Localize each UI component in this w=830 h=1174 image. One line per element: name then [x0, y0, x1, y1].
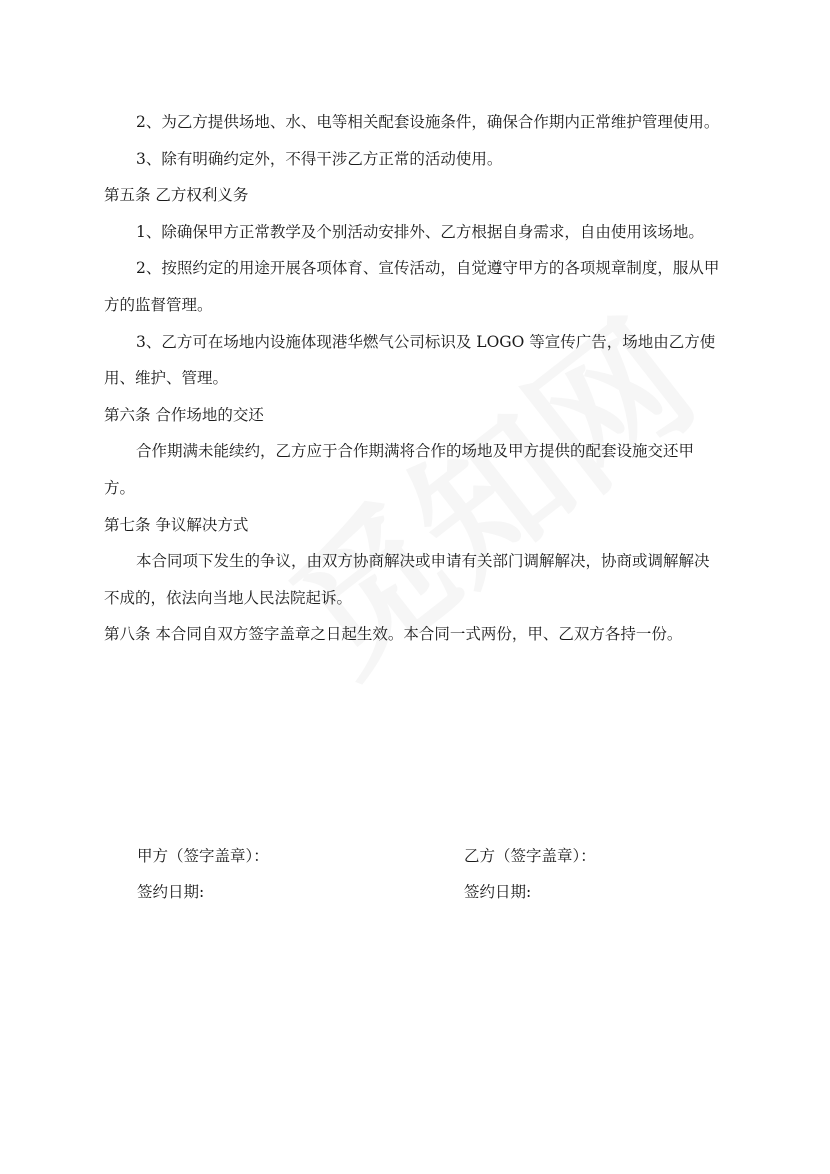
clause-7-body: 本合同项下发生的争议，由双方协商解决或申请有关部门调解解决，协商或调解解决不成的，依法向当地人民法院起诉。	[104, 552, 710, 607]
party-b-signature-label: 乙方（签字盖章）：	[464, 847, 596, 865]
party-a-sign-date: 签约日期:	[137, 883, 205, 901]
clause-6-heading: 第六条 合作场地的交还	[104, 405, 264, 424]
party-b-sign-date: 签约日期:	[464, 883, 532, 901]
clause-5-item-1: 1、除确保甲方正常教学及个别活动安排外、乙方根据自身需求，自由使用该场地。	[136, 222, 704, 241]
clause-7-heading: 第七条 争议解决方式	[104, 515, 249, 534]
clause-5-item-2: 2、按照约定的用途开展各项体育、宣传活动，自觉遵守甲方的各项规章制度，服从甲方的监督管理。	[104, 259, 720, 314]
party-a-signature-label: 甲方（签字盖章）：	[137, 847, 269, 865]
clause-6-body: 合作期满未能续约，乙方应于合作期满将合作的场地及甲方提供的配套设施交还甲方。	[104, 442, 695, 497]
contract-body	[104, 104, 724, 653]
clause-4-item-2: 2、为乙方提供场地、水、电等相关配套设施条件，确保合作期内正常维护管理使用。	[136, 113, 720, 131]
clause-5-heading: 第五条 乙方权利义务	[104, 186, 249, 205]
clause-5-item-3: 3、乙方可在场地内设施体现港华燃气公司标识及 LOGO 等宣传广告，场地由乙方使用、维护、管理。	[104, 332, 716, 388]
clause-4-item-3: 3、除有明确约定外，不得干涉乙方正常的活动使用。	[136, 149, 503, 168]
clause-8-body: 第八条 本合同自双方签字盖章之日起生效。本合同一式两份，甲、乙双方各持一份。	[104, 625, 683, 644]
